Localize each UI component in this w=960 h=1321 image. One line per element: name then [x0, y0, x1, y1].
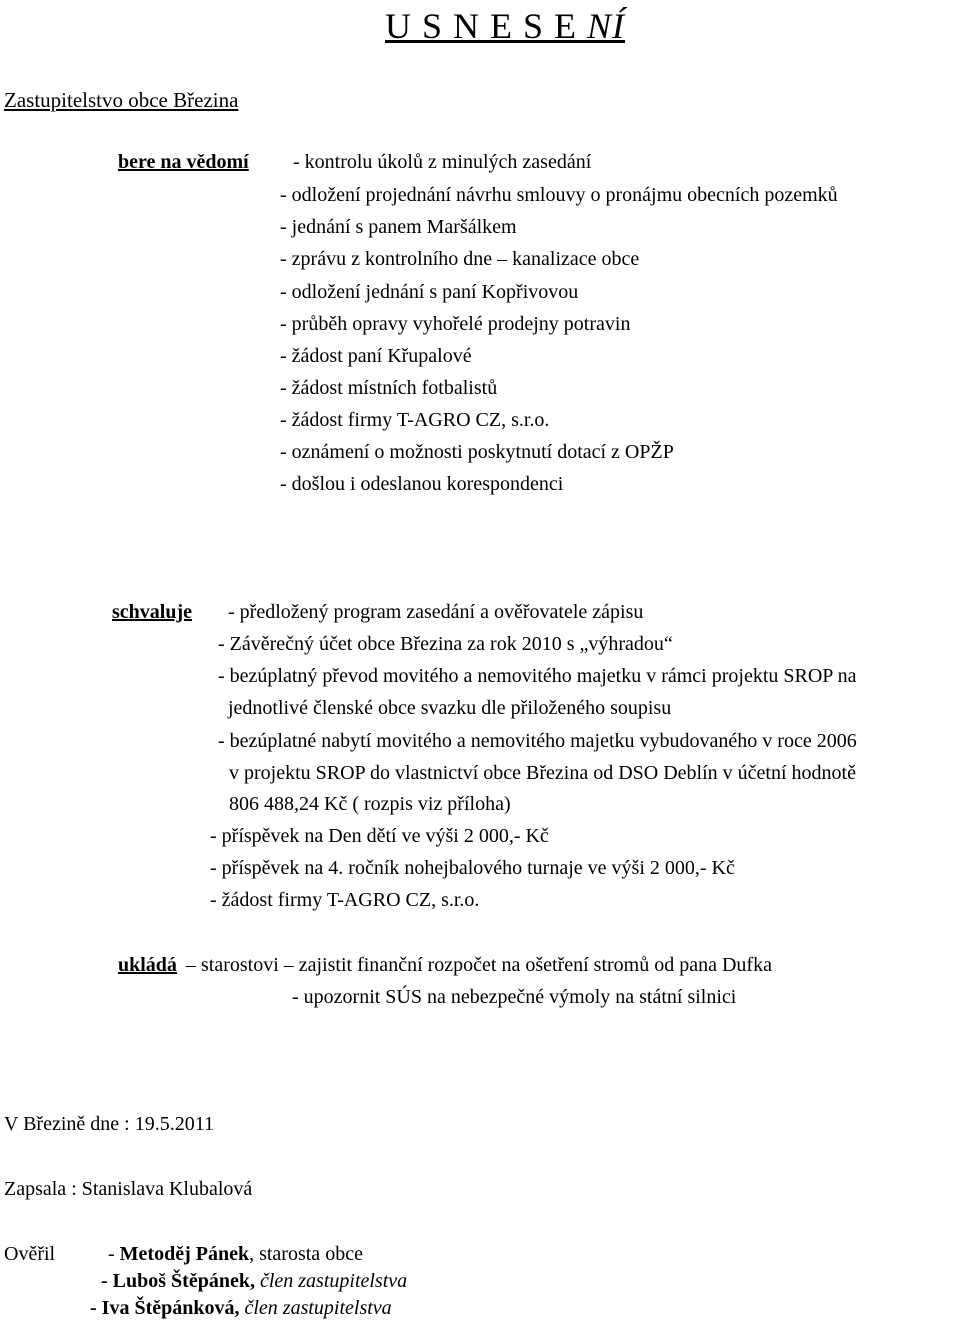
- signer-prefix: -: [90, 1297, 102, 1319]
- title-italic: NÍ: [587, 6, 626, 46]
- meeting-date: V Březině dne : 19.5.2011: [4, 1113, 214, 1135]
- signer-role: starosta obce: [259, 1243, 363, 1265]
- council-heading: Zastupitelstvo obce Březina: [4, 88, 239, 112]
- schvaluje-item: - bezúplatné nabytí movitého a nemovitého majetku vybudovaného v roce 2006: [218, 730, 857, 752]
- bere-label: bere na vědomí: [118, 151, 249, 173]
- uklada-item-first: – starostovi – zajistit finanční rozpočet na ošetření stromů od pana Dufka: [186, 954, 772, 976]
- schvaluje-item-cont: v projektu SROP do vlastnictví obce Březina od DSO Deblín v účetní hodnotě: [229, 762, 856, 784]
- bere-item: - žádost paní Křupalové: [280, 345, 472, 367]
- signer-role: člen zastupitelstva: [259, 1270, 408, 1292]
- bere-item: - jednání s panem Maršálkem: [280, 216, 517, 238]
- signer-3: [90, 1296, 392, 1320]
- uklada-item: - upozornit SÚS na nebezpečné výmoly na státní silnici: [292, 986, 737, 1008]
- signer-name: Metoděj Pánek: [119, 1243, 250, 1265]
- bere-item: - průběh opravy vyhořelé prodejny potravin: [280, 313, 631, 335]
- recorder: Zapsala : Stanislava Klubalová: [4, 1178, 253, 1200]
- bere-item: - žádost firmy T-AGRO CZ, s.r.o.: [280, 409, 550, 431]
- signer-prefix: -: [108, 1243, 120, 1265]
- schvaluje-item: - příspěvek na 4. ročník nohejbalového turnaje ve výši 2 000,- Kč: [210, 857, 735, 879]
- signer-name: Luboš Štěpánek,: [112, 1270, 255, 1292]
- signer-1: [108, 1242, 363, 1266]
- schvaluje-item-first: - předložený program zasedání a ověřovatele zápisu: [228, 601, 644, 623]
- title-main: U S N E S E: [385, 6, 588, 46]
- document-title: [385, 4, 625, 48]
- schvaluje-item: - žádost firmy T-AGRO CZ, s.r.o.: [210, 889, 480, 911]
- schvaluje-label: schvaluje: [112, 601, 192, 623]
- schvaluje-item-cont: jednotlivé členské obce svazku dle přiloženého soupisu: [228, 697, 672, 719]
- bere-item: - odložení projednání návrhu smlouvy o pronájmu obecních pozemků: [280, 184, 838, 206]
- signer-sep: ,: [249, 1243, 260, 1265]
- signer-role: člen zastupitelstva: [244, 1297, 392, 1319]
- bere-item: - zprávu z kontrolního dne – kanalizace obce: [280, 248, 640, 270]
- bere-item: - oznámení o možnosti poskytnutí dotací z OPŽP: [280, 441, 674, 463]
- signer-2: [101, 1269, 407, 1293]
- bere-item: - odložení jednání s paní Kopřivovou: [280, 281, 579, 303]
- signer-prefix: -: [101, 1270, 113, 1292]
- uklada-label: ukládá: [118, 954, 177, 976]
- schvaluje-item: - příspěvek na Den dětí ve výši 2 000,- Kč: [210, 825, 549, 847]
- schvaluje-item-cont: 806 488,24 Kč ( rozpis viz příloha): [229, 793, 511, 815]
- signer-name: Iva Štěpánková,: [101, 1297, 240, 1319]
- bere-item: - žádost místních fotbalistů: [280, 377, 498, 399]
- schvaluje-item: - Závěrečný účet obce Březina za rok 2010 s „výhradou“: [218, 633, 673, 655]
- schvaluje-item: - bezúplatný převod movitého a nemovitého majetku v rámci projektu SROP na: [218, 665, 857, 687]
- bere-item: - došlou i odeslanou korespondenci: [280, 473, 564, 495]
- bere-item-first: - kontrolu úkolů z minulých zasedání: [293, 151, 592, 173]
- verified-label: Ověřil: [4, 1243, 56, 1265]
